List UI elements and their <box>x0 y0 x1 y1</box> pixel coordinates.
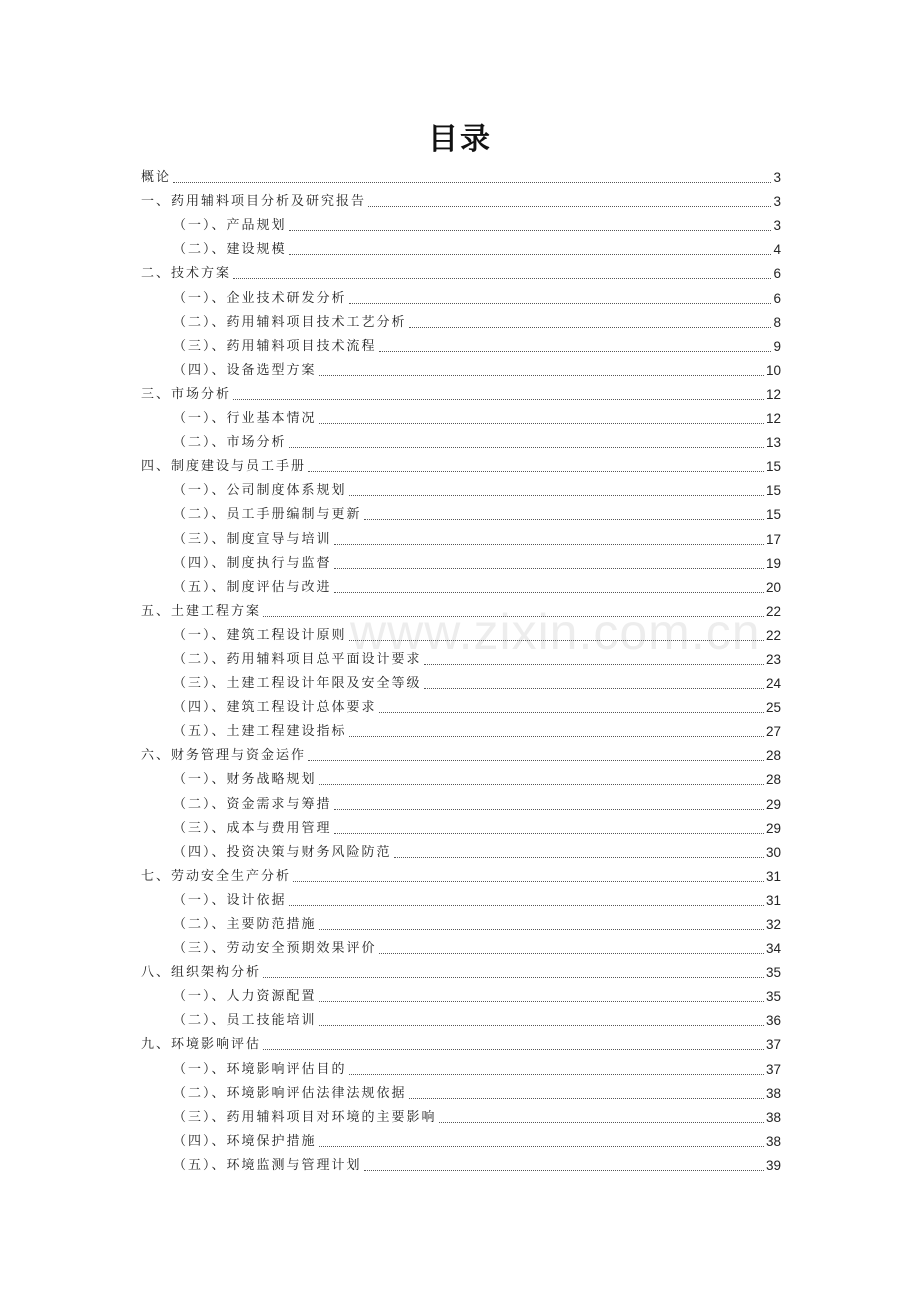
toc-entry-page-number: 36 <box>765 1013 781 1029</box>
toc-entry-label: （四）、环境保护措施 <box>173 1133 317 1149</box>
dot-leader <box>424 688 764 689</box>
toc-subsection-entry[interactable] <box>141 1005 781 1029</box>
toc-entry-page-number: 20 <box>765 579 781 595</box>
toc-entry-page-number: 17 <box>765 531 781 547</box>
dot-leader <box>289 447 764 448</box>
toc-entry-page-number: 6 <box>773 266 781 282</box>
toc-entry-label: 八、组织架构分析 <box>141 965 262 981</box>
page-title: 目录 <box>428 122 492 157</box>
toc-entry-page-number: 27 <box>765 724 781 740</box>
toc-subsection-entry[interactable] <box>141 331 781 355</box>
toc-entry-page-number: 12 <box>765 386 781 402</box>
watermark: www.zixin.com.cn <box>350 604 761 660</box>
toc-subsection-entry[interactable] <box>141 716 781 740</box>
toc-entry-label: 六、财务管理与资金运作 <box>141 748 307 764</box>
toc-entry-page-number: 15 <box>765 459 781 475</box>
toc-entry-label: （五）、环境监测与管理计划 <box>173 1157 362 1173</box>
toc-entry-page-number: 39 <box>765 1157 781 1173</box>
toc-subsection-entry[interactable] <box>141 764 781 788</box>
toc-subsection-entry[interactable] <box>141 692 781 716</box>
toc-section-entry[interactable] <box>141 451 781 475</box>
toc-entry-label: （三）、药用辅料项目对环境的主要影响 <box>173 1109 437 1125</box>
dot-leader <box>319 1146 764 1147</box>
toc-entry-page-number: 22 <box>765 603 781 619</box>
toc-entry-page-number: 25 <box>765 700 781 716</box>
toc-entry-label: （三）、土建工程设计年限及安全等级 <box>173 676 422 692</box>
dot-leader <box>424 664 764 665</box>
toc-entry-label: （二）、员工手册编制与更新 <box>173 507 362 523</box>
toc-subsection-entry[interactable] <box>141 307 781 331</box>
toc-entry-label: （一）、环境影响评估目的 <box>173 1061 347 1077</box>
toc-entry-label: （一）、公司制度体系规划 <box>173 483 347 499</box>
dot-leader <box>394 857 764 858</box>
toc-subsection-entry[interactable] <box>141 499 781 523</box>
toc-subsection-entry[interactable] <box>141 1078 781 1102</box>
toc-subsection-entry[interactable] <box>141 1150 781 1174</box>
toc-subsection-entry[interactable] <box>141 813 781 837</box>
toc-subsection-entry[interactable] <box>141 572 781 596</box>
dot-leader <box>349 640 764 641</box>
toc-entry-page-number: 31 <box>765 892 781 908</box>
dot-leader <box>334 544 764 545</box>
toc-entry-label: （二）、药用辅料项目技术工艺分析 <box>173 314 407 330</box>
toc-entry-label: 二、技术方案 <box>141 266 232 282</box>
toc-entry-page-number: 29 <box>765 820 781 836</box>
toc-section-entry[interactable] <box>141 740 781 764</box>
toc-entry-label: （三）、药用辅料项目技术流程 <box>173 338 377 354</box>
toc-entry-label: （四）、制度执行与监督 <box>173 555 332 571</box>
toc-entry-label: （二）、药用辅料项目总平面设计要求 <box>173 651 422 667</box>
dot-leader <box>379 351 772 352</box>
dot-leader <box>409 1098 764 1099</box>
toc-subsection-entry[interactable] <box>141 427 781 451</box>
toc-entry-label: （一）、人力资源配置 <box>173 989 317 1005</box>
dot-leader <box>364 1170 764 1171</box>
toc-entry-label: （二）、市场分析 <box>173 435 287 451</box>
toc-entry-page-number: 24 <box>765 676 781 692</box>
toc-entry-label: （四）、建筑工程设计总体要求 <box>173 700 377 716</box>
toc-subsection-entry[interactable] <box>141 788 781 812</box>
dot-leader <box>379 712 764 713</box>
dot-leader <box>409 327 772 328</box>
toc-entry-page-number: 38 <box>765 1109 781 1125</box>
toc-subsection-entry[interactable] <box>141 234 781 258</box>
toc-entry-page-number: 3 <box>773 170 781 186</box>
toc-section-entry[interactable] <box>141 258 781 282</box>
toc-entry-label: （三）、成本与费用管理 <box>173 820 332 836</box>
dot-leader <box>263 977 764 978</box>
toc-subsection-entry[interactable] <box>141 644 781 668</box>
dot-leader <box>319 423 764 424</box>
toc-entry-page-number: 10 <box>765 362 781 378</box>
toc-entry-page-number: 3 <box>773 218 781 234</box>
dot-leader <box>289 905 764 906</box>
dot-leader <box>308 471 764 472</box>
toc-subsection-entry[interactable] <box>141 475 781 499</box>
toc-entry-page-number: 6 <box>773 290 781 306</box>
toc-section-entry[interactable] <box>141 379 781 403</box>
toc-section-entry[interactable] <box>141 596 781 620</box>
toc-entry-label: 五、土建工程方案 <box>141 603 262 619</box>
toc-entry-label: （二）、资金需求与筹措 <box>173 796 332 812</box>
dot-leader <box>319 1001 764 1002</box>
dot-leader <box>233 278 771 279</box>
toc-entry-page-number: 37 <box>765 1037 781 1053</box>
toc-entry-label: 三、市场分析 <box>141 386 232 402</box>
dot-leader <box>289 230 772 231</box>
toc-subsection-entry[interactable] <box>141 1126 781 1150</box>
toc-entry-page-number: 15 <box>765 483 781 499</box>
dot-leader <box>439 1122 764 1123</box>
dot-leader <box>289 254 772 255</box>
toc-entry-page-number: 28 <box>765 772 781 788</box>
toc-entry-page-number: 22 <box>765 627 781 643</box>
toc-entry-page-number: 29 <box>765 796 781 812</box>
toc-entry-label: 四、制度建设与员工手册 <box>141 459 307 475</box>
toc-entry-label: （二）、主要防范措施 <box>173 917 317 932</box>
toc-section-entry[interactable] <box>141 1029 781 1053</box>
toc-entry-label: 一、药用辅料项目分析及研究报告 <box>141 194 367 210</box>
dot-leader <box>319 929 764 930</box>
toc-entry-label: （四）、设备选型方案 <box>173 362 317 378</box>
toc-entry-label: （一）、产品规划 <box>173 218 287 234</box>
toc-section-entry[interactable] <box>141 861 781 885</box>
dot-leader <box>349 303 772 304</box>
toc-subsection-entry[interactable] <box>141 885 781 909</box>
toc-entry-page-number: 35 <box>765 989 781 1005</box>
toc-entry-label: （三）、劳动安全预期效果评价 <box>173 941 377 957</box>
toc-entry-page-number: 19 <box>765 555 781 571</box>
toc-entry-label: （一）、设计依据 <box>173 892 287 908</box>
toc-entry-label: （四）、投资决策与财务风险防范 <box>173 844 392 860</box>
toc-entry-page-number: 12 <box>765 411 781 427</box>
dot-leader <box>319 784 764 785</box>
dot-leader <box>349 1074 764 1075</box>
toc-subsection-entry[interactable] <box>141 548 781 572</box>
toc-entry-label: （三）、制度宣导与培训 <box>173 531 332 547</box>
toc-entry-page-number: 4 <box>773 242 781 258</box>
toc-entry-label: （二）、环境影响评估法律法规依据 <box>173 1085 407 1101</box>
toc-entry-page-number: 9 <box>773 338 781 354</box>
toc-entry-page-number: 28 <box>765 748 781 764</box>
toc-entry-label: （五）、土建工程建设指标 <box>173 724 347 740</box>
toc-subsection-entry[interactable] <box>141 981 781 1005</box>
toc-entry-page-number: 37 <box>765 1061 781 1077</box>
dot-leader <box>293 881 764 882</box>
toc-entry-label: 七、劳动安全生产分析 <box>141 868 292 884</box>
dot-leader <box>263 1049 764 1050</box>
toc-section-entry[interactable] <box>141 186 781 210</box>
toc-subsection-entry[interactable] <box>141 1102 781 1126</box>
toc-entry-label: （一）、财务战略规划 <box>173 772 317 788</box>
toc-entry-label: 九、环境影响评估 <box>141 1037 262 1053</box>
toc-subsection-entry[interactable] <box>141 355 781 379</box>
dot-leader <box>319 1025 764 1026</box>
toc-entry-label: （一）、建筑工程设计原则 <box>173 627 347 643</box>
dot-leader <box>308 760 764 761</box>
toc-subsection-entry[interactable] <box>141 837 781 861</box>
toc-entry-label: （一）、企业技术研发分析 <box>173 290 347 306</box>
toc-entry-label: （二）、建设规模 <box>173 242 287 258</box>
toc-entry-page-number: 38 <box>765 1085 781 1101</box>
dot-leader <box>334 568 764 569</box>
toc-subsection-entry[interactable] <box>141 282 781 306</box>
toc-subsection-entry[interactable] <box>141 668 781 692</box>
toc-subsection-entry[interactable] <box>141 403 781 427</box>
dot-leader <box>349 736 764 737</box>
toc-entry-page-number: 8 <box>773 314 781 330</box>
toc-subsection-entry[interactable] <box>141 933 781 957</box>
toc-subsection-entry[interactable] <box>141 1053 781 1077</box>
toc-entry-page-number: 35 <box>765 965 781 981</box>
toc-subsection-entry[interactable] <box>141 523 781 547</box>
toc-entry-page-number: 3 <box>773 194 781 210</box>
toc-entry-page-number: 32 <box>765 917 781 932</box>
toc-subsection-entry[interactable] <box>141 210 781 234</box>
toc-entry-page-number: 23 <box>765 651 781 667</box>
toc-entry-page-number: 13 <box>765 435 781 451</box>
dot-leader <box>334 809 764 810</box>
toc-entry-page-number: 31 <box>765 868 781 884</box>
dot-leader <box>334 592 764 593</box>
dot-leader <box>368 206 771 207</box>
dot-leader <box>349 495 764 496</box>
toc-entry-label: （二）、员工技能培训 <box>173 1013 317 1029</box>
toc-entry-page-number: 38 <box>765 1133 781 1149</box>
toc-entry-page-number: 30 <box>765 844 781 860</box>
toc-subsection-entry[interactable] <box>141 909 781 933</box>
toc-entry-label: （五）、制度评估与改进 <box>173 579 332 595</box>
dot-leader <box>319 375 764 376</box>
toc-subsection-entry[interactable] <box>141 620 781 644</box>
toc-entry-label: 概论 <box>141 170 172 186</box>
toc-entry-label: （一）、行业基本情况 <box>173 411 317 427</box>
dot-leader <box>233 399 764 400</box>
dot-leader <box>364 519 764 520</box>
toc-section-entry[interactable] <box>141 162 781 186</box>
toc-entry-page-number: 15 <box>765 507 781 523</box>
dot-leader <box>263 616 764 617</box>
dot-leader <box>334 833 764 834</box>
dot-leader <box>379 953 764 954</box>
table-of-contents <box>141 162 781 1174</box>
toc-section-entry[interactable] <box>141 957 781 981</box>
toc-entry-page-number: 34 <box>765 941 781 957</box>
dot-leader <box>173 182 771 183</box>
